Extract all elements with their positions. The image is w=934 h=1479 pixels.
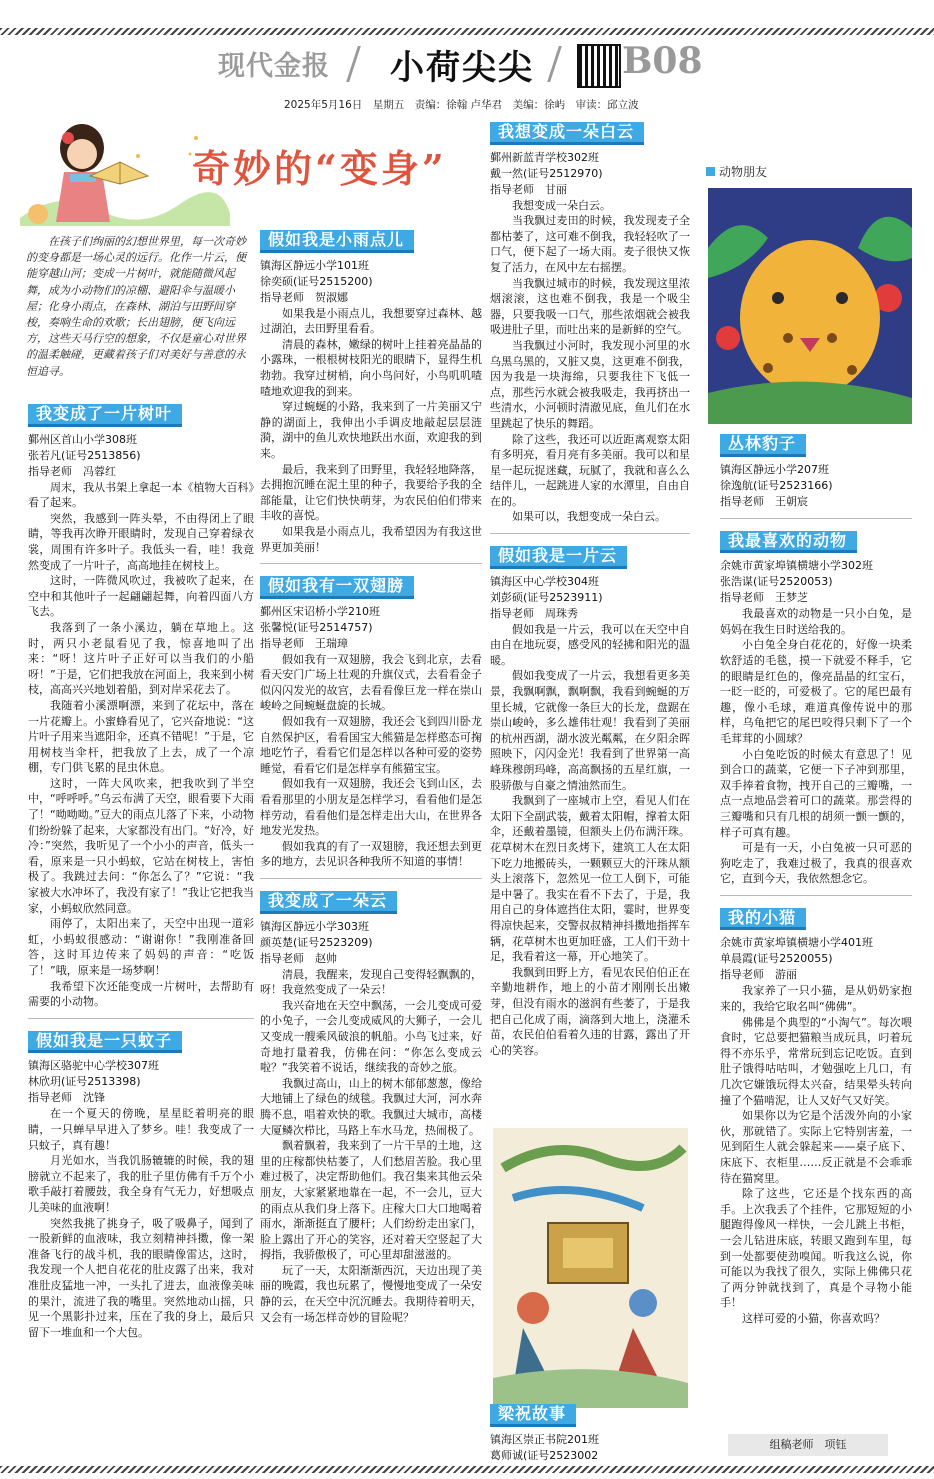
paragraph: 这时，一阵微风吹过，我被吹了起来，在空中和其他叶子一起翩翩起舞，向着四面八方飞去。 <box>28 574 254 619</box>
article-author: 单晨霞(证号2520055) <box>720 952 833 966</box>
article-teacher: 指导老师 甘丽 <box>490 182 567 196</box>
feature-title: 奇妙的“变身” <box>192 146 447 191</box>
article-teacher: 指导老师 沈锋 <box>28 1091 105 1105</box>
divider <box>260 878 482 879</box>
label-square-icon <box>706 167 715 176</box>
paragraph: 如果可以，我想变成一朵白云。 <box>512 510 666 524</box>
paragraph: 除了这些，它还是个找东西的高手。上次我丢了个挂件，它那短短的小腿跑得像风一样快，一会儿跳上书柜，一会儿钻进床底，转眼又跑到车里，每到一处都要使劲嗅闻。听我这么说，你可能以为我找了很久，实际上佛佛只花了两分钟就找到了，真是个寻物小能手！ <box>720 1187 912 1310</box>
paragraph: 当我飘过小河时，我发现小河里的水乌黑乌黑的，又脏又臭，这更难不倒我，因为我是一块海绵，只要我往下飞低一点，那些污水就会被我吸走，我再挤出一些清水，小河顿时清澈见底，鱼儿们在水里跳起了快乐的舞蹈。 <box>490 338 690 430</box>
artwork-caption-legend <box>490 1400 690 1464</box>
paragraph: 小白兔吃饭的时候太有意思了！见到合口的蔬菜，它便一下子冲到那里，双手捧着食物，拽开自己的三瓣嘴，一点一点地品尝着可口的蔬菜。那尝得的三瓣嘴和只有几根的胡须一颤一颤的，样子可真有趣。 <box>720 747 912 839</box>
artwork-teacher: 指导老师 王朝宸 <box>720 494 808 508</box>
divider <box>260 563 482 564</box>
paragraph: 雨停了，太阳出来了，天空中出现一道彩虹，小蚂蚁很感动：“谢谢你！”我刚准备回答，这时耳边传来了妈妈的声音：“吃饭了！”哦，原来是一场梦啊！ <box>28 917 254 977</box>
paragraph: 我最喜欢的动物是一只小白兔，是妈妈在我生日时送给我的。 <box>720 607 912 636</box>
paragraph: 假如我是一片云，我可以在天空中自由自在地玩耍，感受风的轻拂和阳光的温暖。 <box>490 622 690 667</box>
article-teacher: 指导老师 冯蓉红 <box>28 464 116 478</box>
article-teacher: 指导老师 周珠秀 <box>490 606 578 620</box>
article-heading-kitten: 我的小猫 <box>720 908 806 931</box>
paragraph: 假如我有一双翅膀，我还会飞到山区，去看看那里的小朋友是怎样学习，看看他们是怎样劳动，看看他们是怎样走出大山，在世界各地发光发热。 <box>260 777 482 838</box>
paragraph: 穿过蜿蜒的小路，我来到了一片美丽又宁静的湖面上，我伸出小手调皮地敲起层层涟漪，湖中的鱼儿欢快地跃出水面，欢迎我的到来。 <box>260 400 482 460</box>
paragraph: 如果我是小雨点儿，我希望因为有我这世界更加美丽！ <box>260 524 482 554</box>
article-heading-raindrop: 假如我是小雨点儿 <box>260 230 414 253</box>
paragraph: 假如我真的有了一双翅膀，我还想去到更多的地方，去见识各种我所不知道的事情！ <box>260 839 482 869</box>
paragraph: 如果我是小雨点儿，我想要穿过森林、越过湖泊，去田野里看看。 <box>260 306 482 336</box>
paragraph: 假如我有一双翅膀，我会飞到北京，去看看天安门广场上壮观的升旗仪式，去看看金子似闪闪发光的故宫，去看看像巨龙一样在崇山峻岭之间蜿蜒盘旋的长城。 <box>260 652 482 713</box>
page-number: B08 <box>622 40 703 82</box>
paragraph: 飘着飘着，我来到了一片干旱的土地，这里的庄稼都快枯萎了，人们愁眉苦脸。我心里难过极了，决定帮助他们。我召集来其他云朵朋友，大家紧紧地靠在一起，不一会儿，豆大的雨点从我们身上落下。庄稼大口大口地喝着雨水，渐渐挺直了腰杆；人们纷纷走出家门，脸上露出了开心的笑容，还对着天空竖起了大拇指，我骄傲极了，可心里却甜滋滋的。 <box>260 1139 482 1262</box>
article-school: 鄞州区首山小学308班 <box>28 432 137 446</box>
paragraph: 我随着小溪漂啊漂，来到了花坛中，落在一片花瓣上。小蜜蜂看见了，它兴奋地说：“这片叶子用来当遮阳伞，还真不错呢！”于是，它用树枝当伞杆，把我放了上去，成了一个凉棚，专门供飞累的昆虫休息。 <box>28 698 254 775</box>
newspaper-brand: 现代金报 <box>218 51 330 82</box>
artwork-heading-jungle: 丛林豹子 <box>720 434 806 457</box>
column-3 <box>490 118 690 1058</box>
divider <box>490 533 690 534</box>
article-school: 镇海区静远小学101班 <box>260 258 369 272</box>
paragraph: 清晨，我醒来，发现自己变得轻飘飘的，呀！我竟然变成了一朵云！ <box>260 967 482 997</box>
paragraph: 月光如水，当我饥肠辘辘的时候，我的翅膀就立不起来了，我的肚子里仿佛有千万个小歌手敲打着腰鼓，我全身有气无力，好想吸点儿美味的血液啊！ <box>28 1154 254 1214</box>
article-author: 颜英楚(证号2523209) <box>260 935 373 949</box>
column-4 <box>720 430 912 1327</box>
artwork-school: 镇海区静远小学207班 <box>720 462 829 476</box>
article-heading-piececloud: 假如我是一片云 <box>490 546 627 569</box>
paragraph: 这时，一阵大风吹来，把我吹到了半空中，“呼呼呼。”乌云布满了天空，眼看要下大雨了！“呦呦呦。”豆大的雨点儿落了下来，小动物们纷纷躲了起来，大家都没有出门。“好冷，好冷：”突然，我听见了一个小小的声音，低头一看，原来是一只小蚂蚁，它站在树枝上，害怕极了。我跳过去问：“你怎么了？”它说：“我家被大水冲坏了，我没有家了！”我让它把我当家，小蚂蚁欣然同意。 <box>28 776 254 915</box>
paragraph: 我飘到田野上方，看见农民伯伯正在辛勤地耕作，地上的小苗才刚刚长出嫩芽，但没有雨水的滋润有些萎了，于是我把自己化成了雨，滴落到大地上，浇灌禾苗，农民伯伯看着久违的甘露，露出了开心的笑容。 <box>490 965 690 1057</box>
paragraph: 我想变成一朵白云。 <box>512 198 611 212</box>
masthead <box>0 0 934 118</box>
column-2 <box>260 226 482 1325</box>
article-author: 张浩谋(证号2520053) <box>720 575 833 589</box>
article-school: 鄞州新蓝青学校302班 <box>490 150 599 164</box>
article-author: 张馨悦(证号2514757) <box>260 620 373 634</box>
butterfly-lovers-painting <box>493 1128 688 1408</box>
paragraph: 佛佛是个典型的“小淘气”。每次喂食时，它总要把猫粮当成玩具，叼着玩得不亦乐乎，常常玩到忘记吃饭。直到肚子饿得咕咕叫，才勉强吃上几口，有几次它嫌饿玩得太兴奋，结果晕头转向撞了个猫啃泥，让人又好气又好笑。 <box>720 1015 912 1107</box>
paragraph: 可是有一天，小白兔被一只可恶的狗吃走了，我难过极了，我真的很喜欢它，直到今天，我依然想念它。 <box>720 841 912 886</box>
paragraph: 周末，我从书架上拿起一本《植物大百科》看了起来。 <box>28 480 254 510</box>
paragraph: 在一个夏天的傍晚，星星眨着明亮的眼睛，一只蝉早早进入了梦乡。哇！我变成了一只蚊子，真有趣！ <box>28 1107 254 1152</box>
animal-friends-text: 动物朋友 <box>719 165 768 179</box>
divider <box>720 518 912 519</box>
artwork-heading-legend: 梁祝故事 <box>490 1404 576 1427</box>
article-heading-leaf: 我变成了一片树叶 <box>28 404 182 427</box>
article-heading-whitecloud: 我想变成一朵白云 <box>490 122 644 145</box>
paragraph: 我飘到了一座城市上空，看见人们在太阳下全副武装，戴着太阳帽，撑着太阳伞，还戴着墨镜，但额头上仍布满汗珠。花草树木在烈日炙烤下，建筑工人在太阳下吃力地搬砖头，一颗颗豆大的汗珠从额头上滚落下，忽然见一位工人倒下，可能是中暑了。我实在看不下去了，于是，我用自己的身体遮挡住太阳，霎时，世界变得凉快起来，交警叔叔精神抖擞地指挥车辆，花草树木也更加旺盛，工人们干劲十足，我看着这一幕，开心地笑了。 <box>490 794 690 964</box>
article-school: 余姚市黄家埠镇横塘小学302班 <box>720 559 873 573</box>
article-teacher: 指导老师 贺淑娜 <box>260 290 348 304</box>
article-school: 鄞州区宋诏桥小学210班 <box>260 604 380 618</box>
paragraph: 我落到了一条小溪边，躺在草地上。这时，两只小老鼠看见了我，惊喜地叫了出来：“呀！这片叶子正好可以当我们的小船呀！”于是，它们把我放在河面上，我来到小树枝，高高兴兴地划着船，到对岸采花去了。 <box>28 620 254 697</box>
top-hatch-rule <box>0 28 934 35</box>
paragraph: 清晨的森林，嫩绿的树叶上挂着亮晶晶的小露珠，一根根树枝阳光的眼睛下，显得生机勃勃。我穿过树梢，向小鸟问好，小鸟叽叽喳喳地欢迎我的到来。 <box>260 337 482 398</box>
divider <box>720 895 912 896</box>
animal-friends-label <box>706 163 767 180</box>
bottom-hatch-rule <box>0 1466 934 1473</box>
article-heading-cloud: 我变成了一朵云 <box>260 891 397 914</box>
article-heading-wings: 假如我有一双翅膀 <box>260 576 414 599</box>
article-heading-rabbit: 我最喜欢的动物 <box>720 531 857 554</box>
paragraph: 突然我挑了挑身子，吸了吸鼻子，闻到了一股新鲜的血液味，我立刻精神抖擞，像一架准备飞行的战斗机，我的眼睛像雷达，这时，我发现一个人把自花花的肚皮露了出来，我对准肚皮猛地一冲，一头扎了进去，血液像美味的果汁，流进了我的嘴里。突然地动山摇，只见一个黑影扑过来，压在了我的身上，最后只留下一堆血和一个大包。 <box>28 1216 254 1339</box>
paragraph: 我兴奋地在天空中飘荡，一会儿变成可爱的小兔子，一会儿变成威风的大狮子，一会儿又变成一艘乘风破浪的帆船。小鸟飞过来，好奇地打量着我，仿佛在问：“你怎么变成云啦？”我笑着不说话，继续我的奇妙之旅。 <box>260 998 482 1075</box>
article-author: 徐奕硕(证号2515200) <box>260 274 373 288</box>
article-teacher: 指导老师 游丽 <box>720 968 797 982</box>
artwork-author: 徐逸航(证号2523166) <box>720 478 833 492</box>
article-school: 镇海区中心学校304班 <box>490 574 599 588</box>
section-title: 小荷尖尖 <box>390 48 534 88</box>
paragraph: 除了这些，我还可以近距离观察太阳有多明亮，看月亮有多美丽。我可以和星星一起玩捉迷藏，玩腻了，我就和喜么么结伴儿，一起跳进人家的水潭里，自由自在的。 <box>490 432 690 508</box>
column-1 <box>28 400 254 1340</box>
paragraph: 当我飘过麦田的时候，我发现麦子全都枯萎了，这可难不倒我，我轻轻吹了一口气，便下起了一场大雨。麦子很快又恢复了活力，在风中左右摇摆。 <box>490 214 690 274</box>
article-author: 林欣玥(证号2513398) <box>28 1075 141 1089</box>
jungle-leopard-painting <box>708 188 912 424</box>
paragraph: 当我飘过城市的时候，我发现这里浓烟滚滚，这也难不倒我，我是一个吸尘器，只要我吸一口气，那些浓烟就会被我吸进肚子里，而吐出来的是新鲜的空气。 <box>490 276 690 337</box>
article-author: 刘彭硕(证号2523911) <box>490 590 603 604</box>
paragraph: 如果你以为它是个活泼外向的小家伙，那就错了。实际上它特别害羞，一见到陌生人就会躲起来——桌子底下、床底下、衣柜里……反正就是不会乖乖待在猫窝里。 <box>720 1109 912 1185</box>
paragraph: 我希望下次还能变成一片树叶，去帮助有需要的小动物。 <box>28 979 254 1009</box>
masthead-slash <box>346 46 361 82</box>
paragraph: 假如我有一双翅膀，我还会飞到四川卧龙自然保护区，看看国宝大熊猫是怎样憨态可掬地吃竹子，看看它们是怎样以各种可爱的姿势睡觉，看看它们是怎样享有熊猫宝宝。 <box>260 715 482 775</box>
coordinator-credit: 组稿老师 项钰 <box>728 1434 888 1456</box>
divider <box>28 1018 254 1019</box>
article-author: 张若凡(证号2513856) <box>28 448 141 462</box>
artwork-school: 镇海区崇正书院201班 <box>490 1432 599 1446</box>
artwork-author: 葛师诚(证号2523002 <box>490 1448 599 1462</box>
masthead-slash <box>547 46 562 82</box>
article-teacher: 指导老师 王梦芝 <box>720 591 808 605</box>
article-school: 余姚市黄家埠镇横塘小学401班 <box>720 936 873 950</box>
paragraph: 我家养了一只小猫，是从奶奶家抱来的，我给它取名叫“佛佛”。 <box>720 984 912 1014</box>
article-heading-mosquito: 假如我是一只蚊子 <box>28 1031 182 1054</box>
paragraph: 玩了一天，太阳渐渐西沉，天边出现了美丽的晚霞，我也玩累了，慢慢地变成了一朵安静的云，在天空中沉沉睡去。我期待着明天，又会有一场怎样奇妙的冒险呢？ <box>260 1263 482 1324</box>
article-school: 镇海区静远小学303班 <box>260 919 369 933</box>
feature-intro: 在孩子们绚丽的幻想世界里，每一次奇妙的变身都是一场心灵的远行。化作一片云，便能穿越山河；变成一片树叶，就能随微风起舞，成为小动物们的凉棚、避阳伞与温暖小屋；化身小雨点，在森林、湖泊与田野间穿梭，奏响生命的欢歌；长出翅膀，便飞向远方，这些天马行空的想象，不仅是童心对世界的温柔触碰，更藏着孩子们对美好与善意的永恒追寻。 <box>26 235 246 378</box>
article-school: 镇海区骆驼中心学校307班 <box>28 1059 159 1073</box>
paragraph: 这样可爱的小猫，你喜欢吗？ <box>742 1311 885 1325</box>
qr-code-icon <box>577 44 621 88</box>
paragraph: 最后，我来到了田野里，我轻轻地降落，去拥抱沉睡在泥土里的种子，我要给予我的全部能量，让它们快快萌芽，为农民伯伯们带来丰收的喜悦。 <box>260 462 482 523</box>
article-teacher: 指导老师 王瑞璋 <box>260 636 348 650</box>
paragraph: 突然，我感到一阵头晕，不由得闭上了眼睛，等我再次睁开眼睛时，发现自己穿着绿衣裳，周围有许多叶子。我低头一看，哇！我竟然变成了一片叶子，高高地挂在树枝上。 <box>28 511 254 572</box>
article-teacher: 指导老师 赵帅 <box>260 951 337 965</box>
article-author: 戴一然(证号2512970) <box>490 166 603 180</box>
issue-meta: 2025年5月16日 星期五 责编：徐翰 卢华君 美编：徐屿 审读：邱立波 <box>284 99 639 111</box>
paragraph: 假如我变成了一片云，我想看更多美景，我飘啊飘，飘啊飘，我看到蜿蜒的万里长城，它就像一条巨大的长龙，盘踞在崇山峻岭，多么雄伟壮观！我看到了美丽的杭州西湖，湖水波光粼粼，在夕阳余晖照映下，闪闪金光！我看到了世界第一高峰珠穆朗玛峰，高高飘扬的五星红旗，一股骄傲与自豪之情油然而生。 <box>490 669 690 792</box>
paragraph: 我飘过高山，山上的树木郁郁葱葱，像给大地铺上了绿色的绒毯。我飘过大河，河水奔腾不息，唱着欢快的歌。我飘过大城市，高楼大厦鳞次栉比，马路上车水马龙，热闹极了。 <box>260 1076 482 1137</box>
paragraph: 小白兔全身白花花的，好像一块柔软舒适的毛毯，摸一下就爱不释手，它的眼睛是红色的，像亮晶晶的红宝石，一眨一眨的，可爱极了。它的尾巴最有趣，像小毛球，难道真像传说中的那样，乌龟把它的尾巴咬得只剩下了一个毛茸茸的小圆球？ <box>720 638 912 745</box>
